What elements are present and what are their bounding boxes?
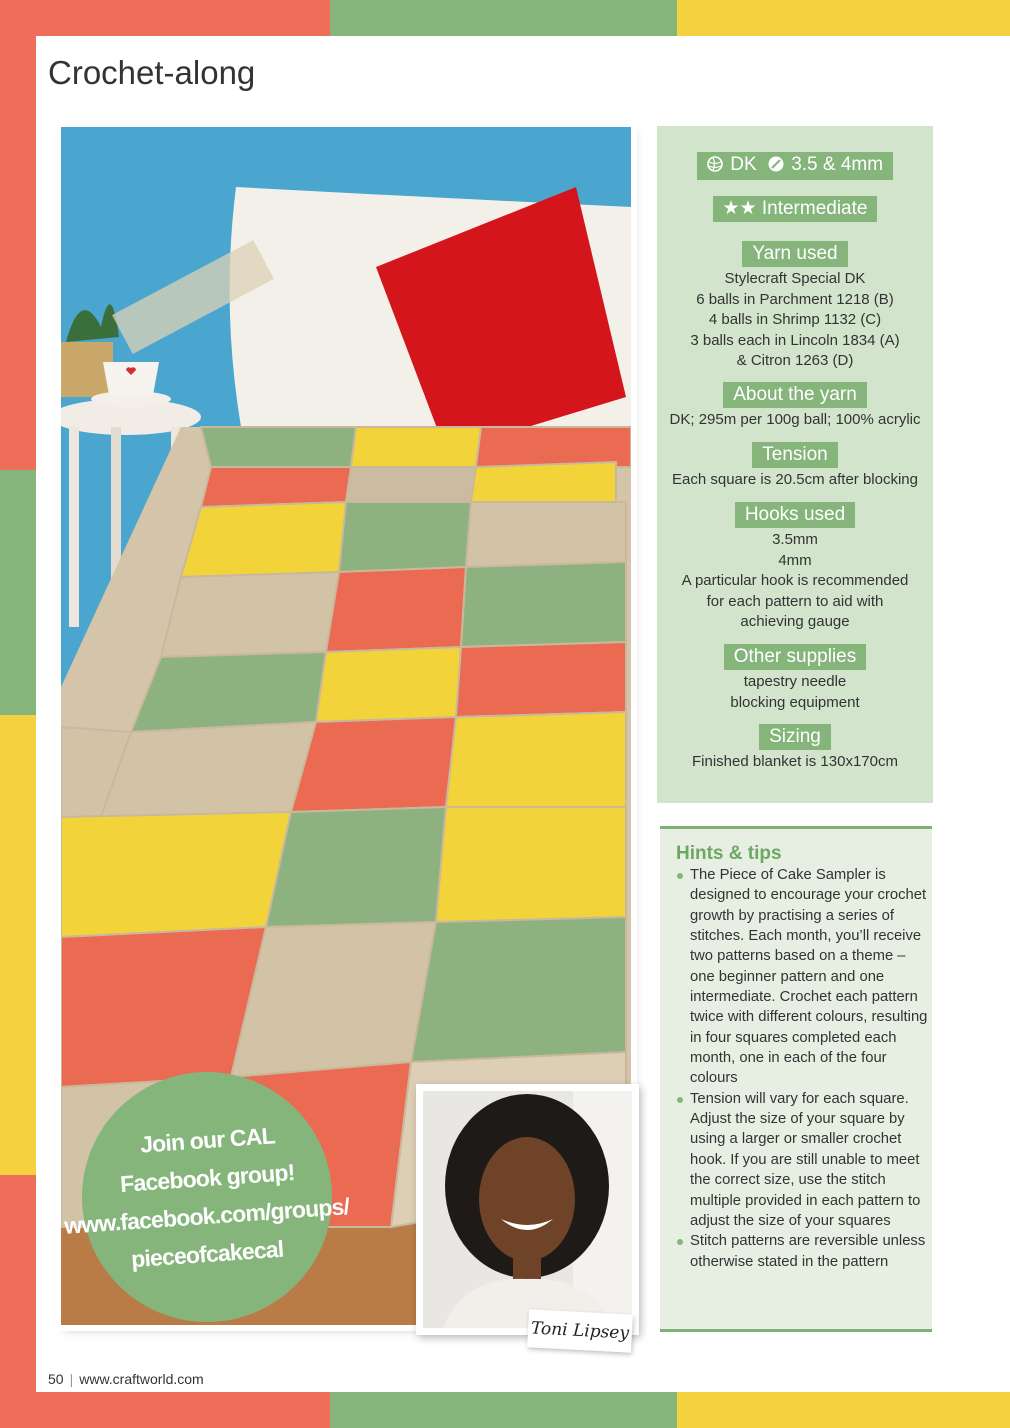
hook-icon: [768, 154, 784, 180]
yarn-line: & Citron 1263 (D): [736, 352, 854, 369]
supplies-line: tapestry needle: [743, 673, 847, 690]
sizing-text: Finished blanket is 130x170cm: [692, 753, 898, 770]
frame-top-yellow: [677, 0, 1010, 36]
hints-title: Hints & tips: [676, 843, 782, 864]
yarn-line: 6 balls in Parchment 1218 (B): [696, 290, 894, 308]
page-number: 50: [48, 1371, 64, 1387]
yarn-hook-badge: [697, 152, 893, 180]
frame-left-red: [0, 0, 36, 470]
facebook-group-badge: [63, 1072, 351, 1322]
about-yarn-text: DK; 295m per 100g ball; 100% acrylic: [669, 411, 921, 428]
sizing-heading: Sizing: [759, 724, 831, 750]
hooks-line: achieving gauge: [740, 613, 850, 630]
page-title: Crochet-along: [48, 54, 256, 91]
website-link[interactable]: www.craftworld.com: [79, 1371, 204, 1387]
skill-level-badge: [713, 196, 878, 222]
hint-item: Tension will vary for each square. Adjust the size of your square by using a larger or smaller crochet hook. If you are still unable to meet the correct size, use the stitch multiple provided in each pattern to adjust the size of your squares: [676, 1089, 928, 1231]
hooks-line: 4mm: [778, 551, 812, 569]
hint-item: Stitch patterns are reversible unless otherwise stated in the pattern: [676, 1231, 928, 1272]
yarn-used-heading: Yarn used: [742, 241, 847, 267]
frame-left-red-lower: [0, 1175, 36, 1428]
hints-list: [676, 865, 928, 1272]
hint-item: The Piece of Cake Sampler is designed to encourage your crochet growth by practising a series of stitches. Each month, you’ll receive two patterns based on a theme – one beginner pattern and one intermediate. Crochet each pattern twice with different colours, resulting in four squares completed each month, one in each of the four colours: [676, 865, 928, 1089]
about-yarn-heading: About the yarn: [723, 382, 867, 408]
hooks-heading: Hooks used: [735, 502, 855, 528]
frame-bottom-red: [0, 1392, 330, 1428]
promo-line: Join our CAL: [138, 1122, 276, 1158]
pattern-info-panel: [657, 126, 933, 803]
yarn-line: 3 balls each in Lincoln 1834 (A): [690, 331, 900, 349]
hook-size: 3.5 & 4mm: [791, 154, 884, 175]
frame-bottom-yellow: [677, 1392, 1010, 1428]
tension-heading: Tension: [752, 442, 838, 468]
frame-left-green: [0, 470, 36, 715]
skill-stars: ★★: [722, 198, 757, 219]
supplies-heading: Other supplies: [724, 644, 867, 670]
yarn-weight: DK: [730, 154, 757, 175]
promo-line: Facebook group!: [119, 1158, 295, 1198]
supplies-line: blocking equipment: [730, 693, 860, 711]
frame-bottom-green: [330, 1392, 677, 1428]
frame-left-yellow: [0, 715, 36, 1175]
skill-level: Intermediate: [761, 198, 868, 219]
yarn-ball-icon: [707, 154, 723, 180]
page-footer: [48, 1371, 204, 1387]
designer-portrait: [416, 1084, 639, 1335]
designer-name: Toni Lipsey: [527, 1309, 633, 1352]
frame-top-red: [0, 0, 330, 36]
hooks-line: A particular hook is recommended: [681, 572, 909, 589]
tension-text: Each square is 20.5cm after blocking: [672, 471, 918, 488]
yarn-line: 4 balls in Shrimp 1132 (C): [708, 311, 882, 328]
frame-top-green: [330, 0, 677, 36]
hooks-line: for each pattern to aid with: [706, 592, 884, 610]
hooks-line: 3.5mm: [772, 531, 818, 548]
promo-link[interactable]: www.facebook.com/groups/: [63, 1193, 351, 1239]
promo-link[interactable]: pieceofcakecal: [130, 1235, 284, 1273]
hints-tips-panel: [660, 826, 932, 1332]
yarn-line: Stylecraft Special DK: [724, 270, 866, 287]
footer-separator: |: [69, 1371, 74, 1387]
